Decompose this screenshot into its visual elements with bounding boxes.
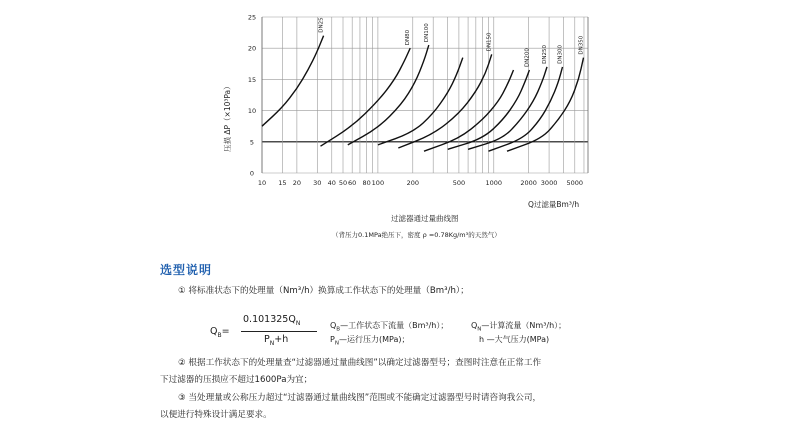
y-tick-label: 20 — [247, 44, 257, 53]
y-tick-label: 25 — [247, 13, 257, 22]
fraction-bar — [241, 331, 317, 332]
legend-qn: $Q_N—$计算流量（Nm³/h）； — [471, 321, 567, 333]
x-tick-label: 40 — [327, 179, 336, 187]
series-label: DN250 — [542, 45, 548, 64]
x-tick-label: 3000 — [540, 179, 558, 187]
x-tick-label: 60 — [348, 179, 357, 187]
y-tick-label: 10 — [247, 107, 257, 116]
section-title: 选型说明 — [160, 263, 213, 277]
series-label: DN150 — [486, 32, 493, 52]
chart-subtitle: （背压力0.1MPa绝压下，密度 ρ =0.78Kg/m³的天然气） — [332, 231, 501, 239]
x-tick-label: 2000 — [520, 179, 537, 187]
legend-qb: $Q_B—$工作状态下流量（Bm³/h）； — [330, 321, 449, 333]
series-curve — [262, 36, 324, 127]
step-2-line-1: ② 根据工作状态下的处理量查“过滤器通过量曲线图”以确定过滤器型号；查图时注意在正常工作 — [178, 358, 542, 368]
series-label: DN100 — [423, 23, 430, 43]
series-curve — [321, 48, 411, 146]
x-tick-label: 30 — [313, 179, 322, 187]
legend-pn: $P_N—$运行压力(MPa)； — [330, 335, 410, 347]
chart-title: 过滤器通过量曲线图 — [391, 214, 459, 223]
x-tick-label: 10 — [257, 179, 267, 187]
chart-series-labels — [319, 17, 585, 67]
formula-lhs: $Q_B=$ — [210, 326, 230, 339]
x-axis-label: Q过滤量Bm³/h — [528, 200, 580, 209]
series-curve — [398, 54, 491, 148]
x-tick-label: 100 — [371, 179, 385, 187]
series-label: DN200 — [524, 48, 531, 67]
x-tick-label: 200 — [406, 179, 419, 187]
step-1: ① 将标准状态下的处理量（Nm³/h）换算成工作状态下的处理量（Bm³/h）； — [178, 286, 469, 296]
step-3-line-2: 以便进行特殊设计满足要求。 — [160, 410, 272, 420]
x-tick-label: 50 — [338, 179, 348, 187]
step-2-line-2: 下过滤器的压损应不超过1600Pa为宜； — [160, 375, 313, 385]
x-tick-label: 500 — [452, 179, 466, 187]
series-label: DN300 — [557, 45, 564, 64]
x-tick-label: 15 — [278, 179, 287, 187]
formula — [210, 316, 320, 356]
x-tick-label: 5000 — [566, 179, 584, 187]
series-label: DN80 — [405, 29, 412, 46]
x-tick-label: 20 — [292, 179, 302, 187]
series-label: DN350 — [578, 35, 585, 55]
formula-numerator: $0.101325Q_N$ — [243, 314, 301, 327]
x-tick-label: 1000 — [485, 179, 503, 187]
legend-h: h —大气压力(MPa) — [479, 335, 550, 344]
y-tick-label: 0 — [249, 169, 255, 178]
series-label: DN25 — [318, 17, 325, 33]
y-tick-label: 5 — [249, 138, 255, 147]
y-axis-label: 压损 ΔP（×10³Pa） — [223, 82, 232, 152]
formula-denominator: $P_N+h$ — [264, 334, 289, 347]
step-3-line-1: ③ 当处理量或公称压力超过“过滤器通过量曲线图”范围或不能确定过滤器型号时请咨询我公司， — [178, 393, 542, 403]
y-tick-label: 15 — [247, 75, 257, 84]
chart-series — [262, 36, 584, 152]
x-tick-label: 80 — [362, 179, 371, 187]
